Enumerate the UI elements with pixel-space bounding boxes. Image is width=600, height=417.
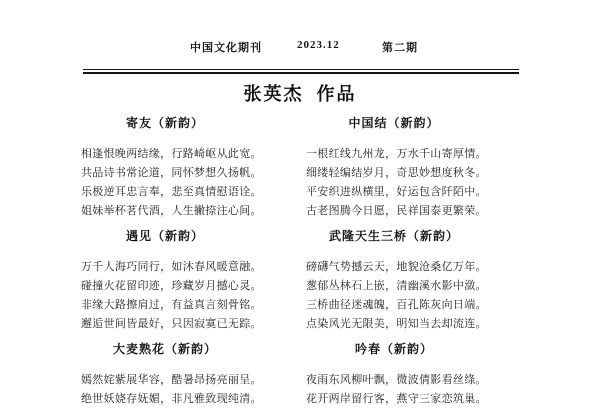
poem-title: 吟春（新韵）	[354, 342, 433, 356]
poem-line: 夜雨东风柳叶飘，微波倩影看丝绦。	[306, 374, 487, 386]
poem-group	[81, 342, 262, 409]
poem-line: 邂逅世间皆最好，只因寂寞已无踪。	[81, 318, 262, 330]
poem-group	[81, 116, 262, 221]
poem-group	[306, 342, 487, 409]
poem-line: 葱郁丛林石上嵌，清幽溪水影中潋。	[306, 280, 487, 292]
poem-title: 遇见（新韵）	[125, 229, 204, 243]
poem-column-right	[306, 116, 487, 417]
journal-header	[0, 39, 600, 55]
poem-title: 大麦熟花（新韵）	[112, 342, 217, 356]
poem-line: 碰撞火花留印迹，珍藏岁月撼心灵。	[81, 280, 262, 292]
poem-line: 乐极逆耳忠言奉，悲至真情慰语诠。	[81, 186, 262, 198]
poem-line: 万千人海巧同行，如沐春风暖意融。	[81, 261, 262, 273]
journal-name: 中国文化期刊	[190, 42, 262, 54]
header-divider-rule	[83, 69, 519, 74]
poem-line: 古老图腾今日愿，民祥国泰更繁荣。	[306, 205, 487, 217]
poem-title: 武隆天生三桥（新韵）	[328, 229, 459, 243]
poem-line: 点染风光无限美，明知当去却流连。	[306, 318, 487, 330]
poem-title: 中国结（新韵）	[348, 116, 440, 130]
poem-line: 嫣然姹紫展华容，酷暑昂扬亮丽呈。	[81, 374, 262, 386]
poem-line: 姐妹举杯茗代酒，人生撇捺注心间。	[81, 205, 262, 217]
poem-line: 花开两岸留行客，燕守三家恋筑巢。	[306, 393, 487, 405]
page-title: 张英杰 作品	[243, 84, 357, 104]
poem-line: 三桥曲径迷魂魄，百孔陈灰向日端。	[306, 299, 487, 311]
poem-group	[306, 229, 487, 334]
poem-group	[306, 116, 487, 221]
poem-line: 相逢恨晚两结缘，行路崎岖从此宽。	[81, 148, 262, 160]
poem-line: 磅礴气势撼云天，地貌沧桑亿万年。	[306, 261, 487, 273]
poem-title: 寄友（新韵）	[125, 116, 204, 130]
poem-line: 共品诗书常论道，同怀梦想久扬帆。	[81, 167, 262, 179]
poem-line: 细缕轻编结岁月，奇思妙想度秋冬。	[306, 167, 487, 179]
poem-line: 绝世妖娆存妩媚，非凡雅致现纯清。	[81, 393, 262, 405]
issue-number: 第二期	[382, 42, 418, 54]
poem-column-left	[81, 116, 262, 417]
issue-date: 2023.12	[297, 39, 340, 51]
poem-line: 平安织进纵横里，好运包含阡陌中。	[306, 186, 487, 198]
poem-line: 一根红线九州龙，万水千山寄厚情。	[306, 148, 487, 160]
poem-line: 非缘大路擦肩过，有益真言刻骨铭。	[81, 299, 262, 311]
poem-group	[81, 229, 262, 334]
